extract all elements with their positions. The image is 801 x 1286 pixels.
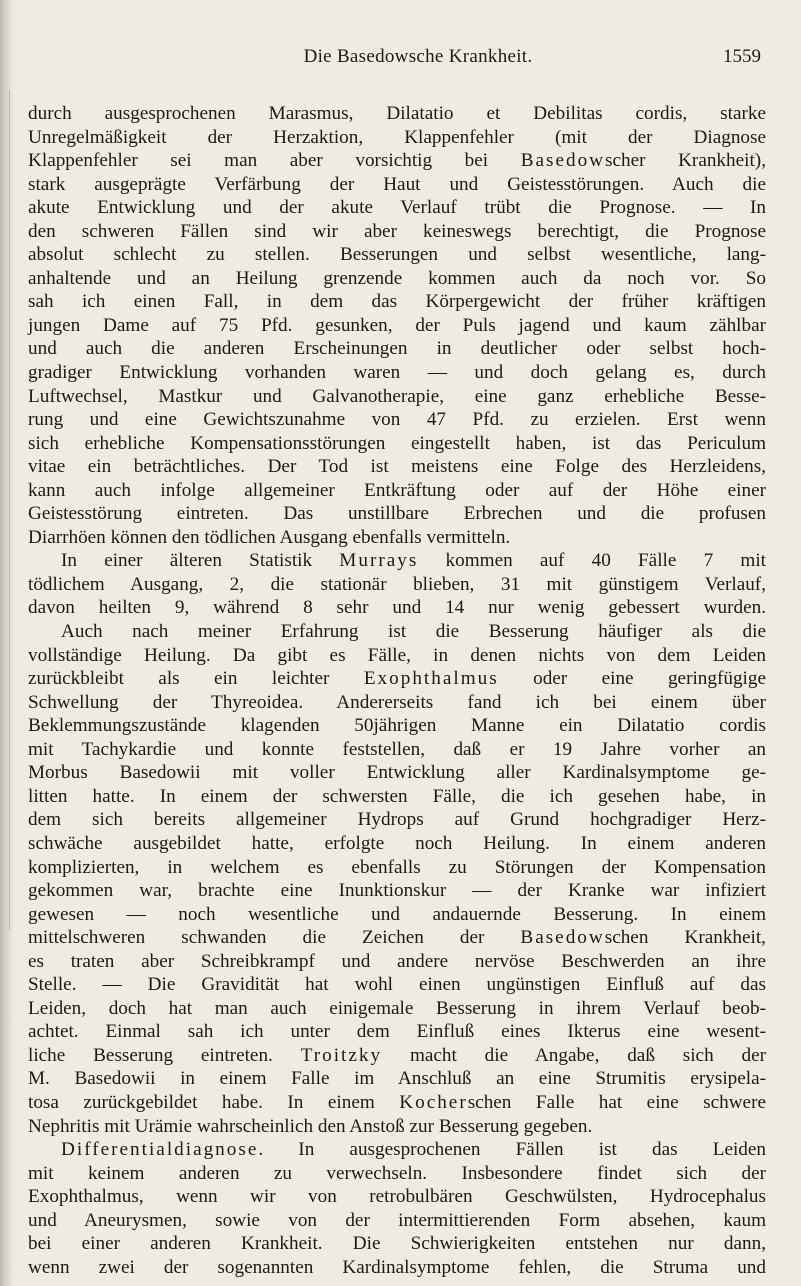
text-line: jungen Dame auf 75 Pfd. gesunken, der Puls jagend und kaum zählbar xyxy=(28,314,766,336)
text-line: Stelle. — Die Gravidität hat wohl einen ungünstigen Einfluß auf das xyxy=(28,974,766,996)
text-line: davon heilten 9, während 8 sehr und 14 nur wenig gebessert wurden. xyxy=(28,597,766,619)
text-line: liche Besserung eintreten. Troitzky macht die Angabe, daß sich der xyxy=(28,1044,767,1066)
text-line: zurückbleibt als ein leichter Exophthalmus oder eine geringfügige xyxy=(28,668,766,690)
text-line: litten hatte. In einem der schwersten Fälle, die ich gesehen habe, in xyxy=(28,785,766,807)
spaced-emphasis: Basedow xyxy=(520,150,606,172)
text-line: Morbus Basedowii mit voller Entwicklung aller Kardinalsymptome ge- xyxy=(28,762,766,784)
text-line: Beklemmungszustände klagenden 50jährigen Manne ein Dilatatio cordis xyxy=(28,715,766,737)
text-line: In einer älteren Statistik Murrays kommen auf 40 Fälle 7 mit xyxy=(61,550,766,572)
spaced-emphasis: Exophthalmus xyxy=(363,668,499,690)
text-line: mit Tachykardie und konnte feststellen, daß er 19 Jahre vorher an xyxy=(28,738,766,760)
text-line: Leiden, doch hat man auch einigemale Besserung in ihrem Verlauf beob- xyxy=(28,997,766,1019)
text-line: wenn zwei der sogenannten Kardinalsymptome fehlen, die Struma und xyxy=(28,1256,766,1278)
text-line: sah ich einen Fall, in dem das Körpergewicht der früher kräftigen xyxy=(28,291,766,313)
page-number: 1559 xyxy=(723,46,761,67)
text-line: und Aneurysmen, sowie von der intermittierenden Form absehen, kaum xyxy=(28,1209,766,1231)
spaced-emphasis: Murrays xyxy=(339,550,419,572)
running-header xyxy=(75,46,761,72)
text-line: Unregelmäßigkeit der Herzaktion, Klappenfehler (mit der Diagnose xyxy=(28,126,766,148)
running-title: Die Basedowsche Krankheit. xyxy=(303,46,533,67)
spaced-emphasis: Kocher xyxy=(399,1091,468,1113)
text-line: akute Entwicklung und der akute Verlauf trübt die Prognose. — In xyxy=(28,197,766,219)
spaced-emphasis: Basedow xyxy=(520,927,605,949)
text-line: den schweren Fällen sind wir aber keineswegs berechtigt, die Prognose xyxy=(28,220,766,242)
text-line: schwäche ausgebildet hatte, erfolgte noch Heilung. In einem anderen xyxy=(28,832,766,854)
text-line: gradiger Entwicklung vorhanden waren — und doch gelang es, durch xyxy=(28,362,766,384)
text-line: und auch die anderen Erscheinungen in deutlicher oder selbst hoch- xyxy=(28,338,766,360)
text-line: Differentialdiagnose. In ausgesprochenen Fällen ist das Leiden xyxy=(61,1139,766,1161)
text-line: Auch nach meiner Erfahrung ist die Besserung häufiger als die xyxy=(61,621,766,643)
text-line: Luftwechsel, Mastkur und Galvanotherapie, eine ganz erhebliche Besse- xyxy=(28,385,766,407)
text-line: es traten aber Schreibkrampf und andere nervöse Beschwerden an ihre xyxy=(28,950,766,972)
text-line: bei einer anderen Krankheit. Die Schwierigkeiten entstehen nur dann, xyxy=(28,1233,766,1255)
body-text xyxy=(28,102,766,1279)
spaced-emphasis: Troitzky xyxy=(300,1044,383,1066)
text-line: Schwellung der Thyreoidea. Andererseits fand ich bei einem über xyxy=(28,691,766,713)
text-line: vitae ein beträchtliches. Der Tod ist meistens eine Folge des Herzleidens, xyxy=(28,456,766,478)
text-line: stark ausgeprägte Verfärbung der Haut und Geistesstörungen. Auch die xyxy=(28,173,766,195)
text-line: Exophthalmus, wenn wir von retrobulbären Geschwülsten, Hydrocephalus xyxy=(28,1186,766,1208)
text-line: kann auch infolge allgemeiner Entkräftung oder auf der Höhe einer xyxy=(28,479,766,501)
text-line: dem sich bereits allgemeiner Hydrops auf Grund hochgradiger Herz- xyxy=(28,809,766,831)
text-line: Diarrhöen können den tödlichen Ausgang ebenfalls vermitteln. xyxy=(28,526,511,548)
text-line: vollständige Heilung. Da gibt es Fälle, in denen nichts von dem Leiden xyxy=(28,644,766,666)
text-line: gekommen war, brachte eine Inunktionskur — der Kranke war infiziert xyxy=(28,880,766,902)
text-line: tosa zurückgebildet habe. In einem Kocherschen Falle hat eine schwere xyxy=(28,1091,766,1113)
text-line: mittelschweren schwanden die Zeichen der Basedowschen Krankheit, xyxy=(28,927,766,949)
text-line: M. Basedowii in einem Falle im Anschluß an eine Strumitis erysipela- xyxy=(28,1068,766,1090)
text-line: Nephritis mit Urämie wahrscheinlich den Anstoß zur Besserung gegeben. xyxy=(28,1115,593,1137)
text-line: Klappenfehler sei man aber vorsichtig bei Basedowscher Krankheit), xyxy=(28,150,766,172)
binding-shadow-line xyxy=(9,90,10,930)
text-line: achtet. Einmal sah ich unter dem Einfluß eines Ikterus eine wesent- xyxy=(28,1021,766,1043)
text-line: komplizierten, in welchem es ebenfalls zu Störungen der Kompensation xyxy=(28,856,766,878)
text-line: mit keinem anderen zu verwechseln. Insbesondere findet sich der xyxy=(28,1162,766,1184)
text-line: rung und eine Gewichtszunahme von 47 Pfd. zu erzielen. Erst wenn xyxy=(28,409,766,431)
text-line: sich erhebliche Kompensationsstörungen eingestellt haben, ist das Periculum xyxy=(28,432,766,454)
text-line: durch ausgesprochenen Marasmus, Dilatatio et Debilitas cordis, starke xyxy=(28,103,766,124)
text-line: anhaltende und an Heilung grenzende kommen auch da noch vor. So xyxy=(28,267,766,289)
text-line: gewesen — noch wesentliche und andauernde Besserung. In einem xyxy=(28,903,766,925)
text-line: Geistesstörung eintreten. Das unstillbare Erbrechen und die profusen xyxy=(28,503,766,525)
book-binding-edge xyxy=(0,0,14,1286)
text-line: absolut schlecht zu stellen. Besserungen und selbst wesentliche, lang- xyxy=(28,244,766,266)
spaced-emphasis: Differentialdiagnose xyxy=(61,1139,259,1161)
text-line: tödlichem Ausgang, 2, die stationär blieben, 31 mit günstigem Verlauf, xyxy=(28,573,766,595)
